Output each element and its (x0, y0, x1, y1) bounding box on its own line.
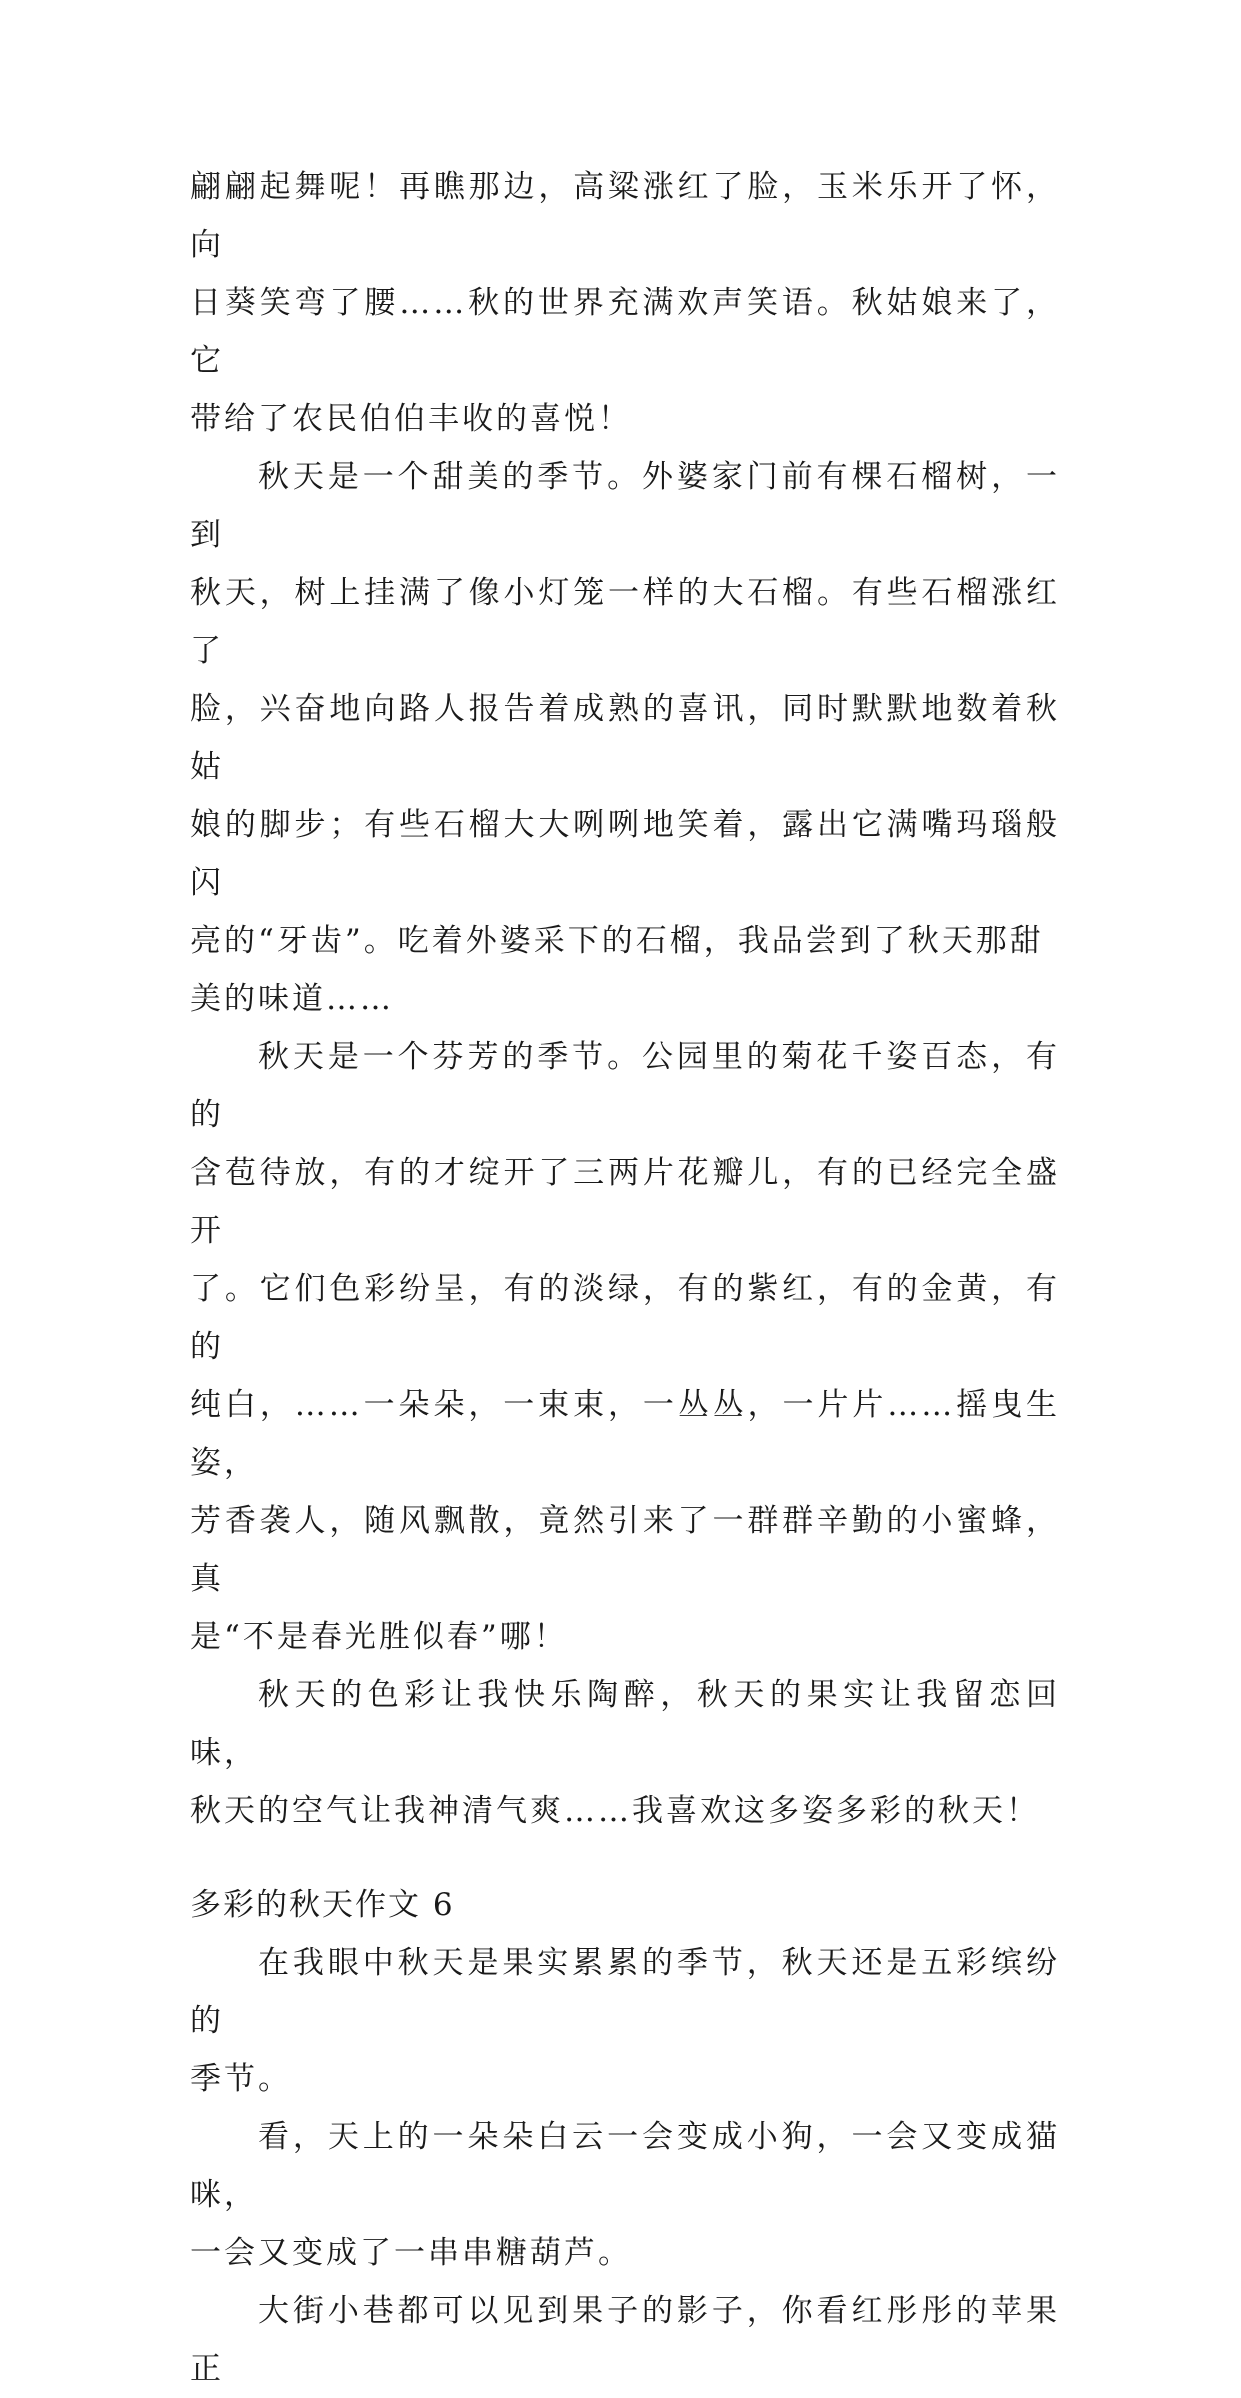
paragraph-pomegranate: 秋天是一个甜美的季节。外婆家门前有棵石榴树，一到 秋天，树上挂满了像小灯笼一样的大石榴。有些石榴涨红了 脸，兴奋地向路人报告着成熟的喜讯，同时默默地数着秋姑 娘的脚步；有些石榴大大咧咧地笑着，露出它满嘴玛瑙般闪 亮的“牙齿”。吃着外婆采下的石榴，我品尝到了秋天那甜 美的味道…… (190, 459, 1060, 1017)
section-title: 多彩的秋天作文 6 (190, 1887, 455, 1923)
paragraph-intro: 在我眼中秋天是果实累累的季节，秋天还是五彩缤纷的 季节。 (190, 1945, 1060, 2097)
paragraph-streets: 大街小巷都可以见到果子的影子，你看红彤彤的苹果正 (190, 2293, 1060, 2387)
paragraph-clouds: 看，天上的一朵朵白云一会变成小狗，一会又变成猫咪， 一会又变成了一串串糖葫芦。 (190, 2119, 1060, 2271)
paragraph-chrysanthemum: 秋天是一个芬芳的季节。公园里的菊花千姿百态，有的 含苞待放，有的才绽开了三两片花瓣儿，有的已经完全盛开 了。它们色彩纷呈，有的淡绿，有的紫红，有的金黄，有的 纯白，……一朵朵，一束束，一丛丛，一片片……摇曳生姿， 芳香袭人，随风飘散，竟然引来了一群群辛勤的小蜜蜂，真 是“不是春光胜似春”哪！ (190, 1039, 1060, 1655)
section-spacer (190, 1840, 1060, 1876)
document-page (190, 158, 1060, 2398)
paragraph-conclusion: 秋天的色彩让我快乐陶醉，秋天的果实让我留恋回味， 秋天的空气让我神清气爽……我喜欢这多姿多彩的秋天！ (190, 1677, 1060, 1829)
paragraph-dance: 翩翩起舞呢！再瞧那边，高粱涨红了脸，玉米乐开了怀，向 日葵笑弯了腰……秋的世界充满欢声笑语。秋姑娘来了，它 带给了农民伯伯丰收的喜悦！ (190, 169, 1060, 437)
